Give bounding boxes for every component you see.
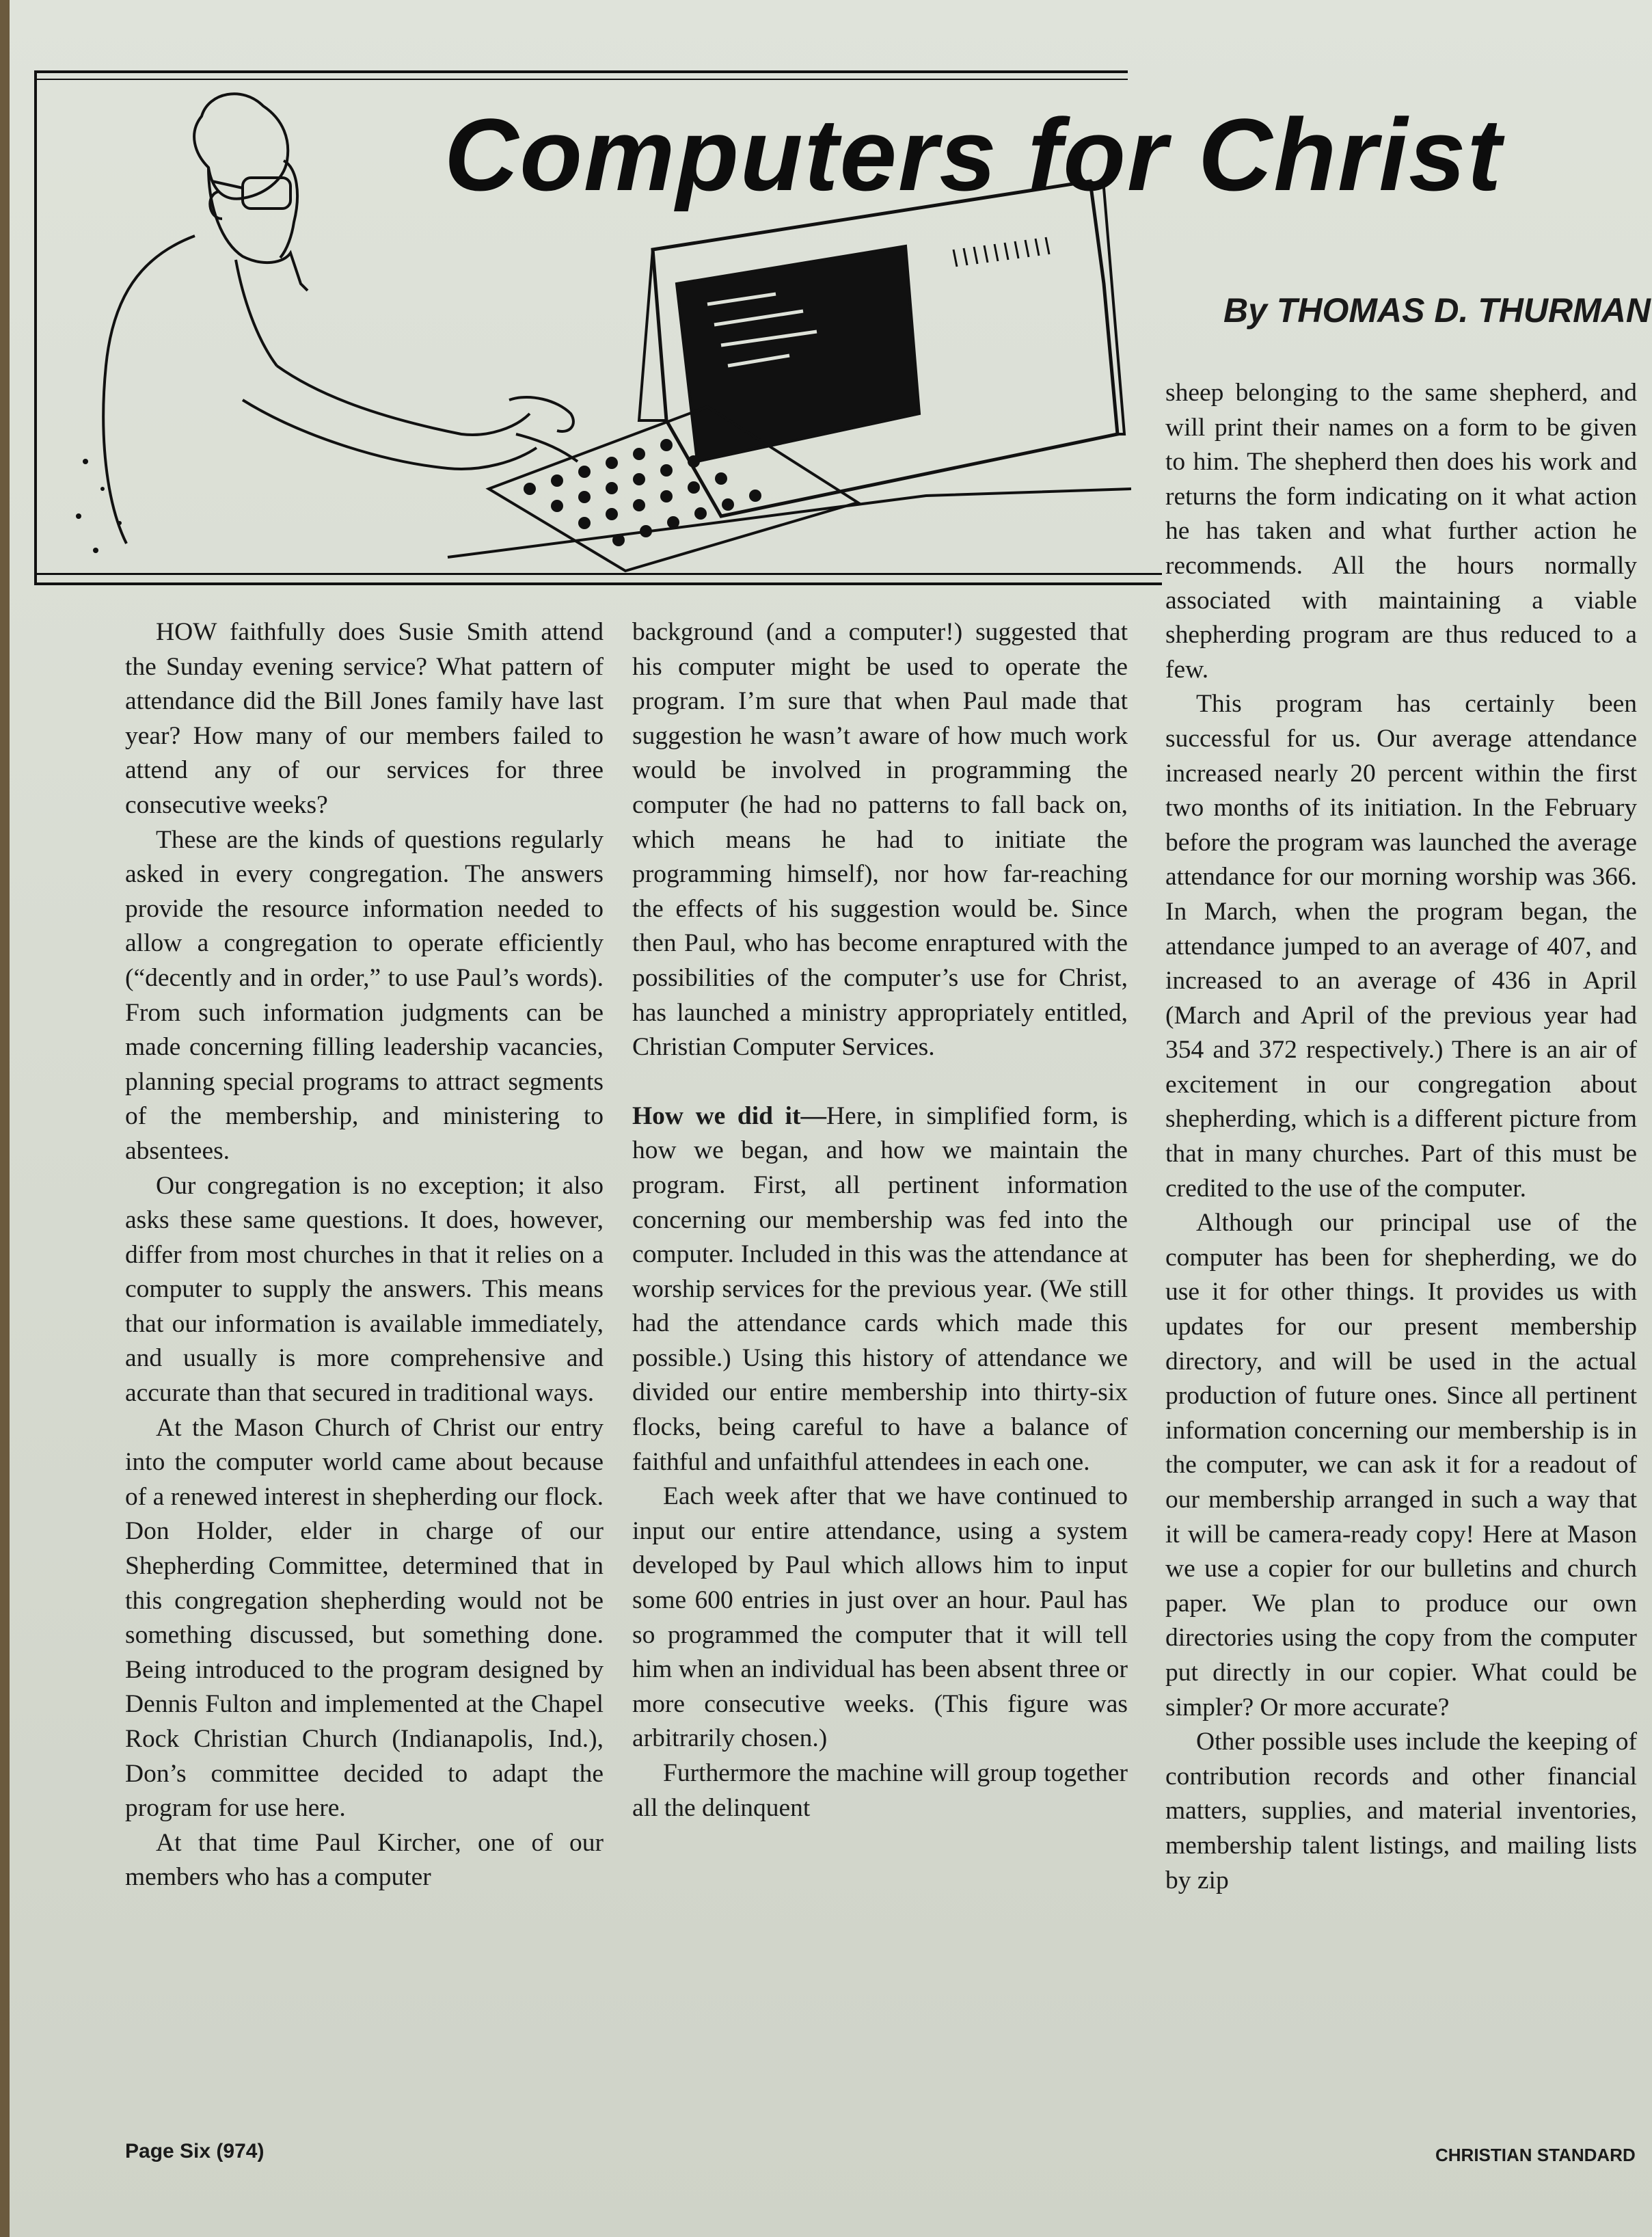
paragraph: background (and a computer!) suggested that his computer might be used to operate the program. I’m sure that when Paul made that suggestion he wasn’t aware of how much work would be involved in programming the computer (he had no patterns to fall back on, which means he had to initiate the programming himself), nor how far-reaching the effects of his suggestion would be. Since then Paul, who has become enraptured with the possibilities of the computer’s use for Christ, has launched a ministry appropriately entitled, Christian Computer Services.: [632, 618, 1128, 1062]
text-column-3: [1165, 376, 1637, 1898]
screen-icon: [677, 246, 919, 461]
paragraph: Furthermore the machine will group together all the delinquent: [632, 1759, 1128, 1822]
runin-text: Here, in simplified form, is how we began, and how we maintain the program. First, all pertinent information concerning our membership was fed into the computer. Included in this was the attendance at worship services for the previous year. (We still had the attendance cards which made this possible.) Using this history of attendance we divided our entire membership into thirty-six flocks, being careful to have a balance of faithful and unfaithful attendees in each one.: [632, 1101, 1128, 1476]
paragraph: HOW faithfully does Susie Smith attend the Sunday evening service? What pattern of attendance did the Bill Jones family have last year? How many of our members failed to attend any of our services for three consecutive weeks?: [125, 618, 604, 819]
page-binding-edge: [0, 0, 10, 2237]
paragraph: sheep belonging to the same shepherd, and will print their names on a form to be given to him. The shepherd then does his work and returns the form indicating on it what action he has taken and what further action he recommends. All the hours normally associated with maintaining a viable shepherding program are thus reduced to a few.: [1165, 379, 1637, 684]
glasses-icon: [243, 178, 290, 209]
paragraph: This program has certainly been successful for us. Our average attendance increased nearly 20 percent within the first two months of its initiation. In the February before the program was launched the average attendance for our morning worship was 366. In March, when the program began, the attendance jumped to an average of 407, and increased to an average of 436 in April (March and April of the previous year had 354 and 372 respectively.) There is an air of excitement in our congregation about shepherding, which is a different picture from that in many churches. Part of this must be credited to the use of the computer.: [1165, 690, 1637, 1203]
paragraph: These are the kinds of questions regularly asked in every congregation. The answers provide the resource information needed to allow a congregation to operate efficiently (“decently and in order,” to use Paul’s words). From such information judgments can be made concerning filling leadership vacancies, planning special programs to attract segments of the membership, and ministering to absentees.: [125, 825, 604, 1165]
runin-heading: How we did it—: [632, 1101, 826, 1130]
article-title: Computers for Christ: [444, 97, 1503, 212]
paragraph: At that time Paul Kircher, one of our members who has a computer: [125, 1828, 604, 1892]
paragraph: Our congregation is no exception; it also asks these same questions. It does, however, differ from most churches in that it relies on a computer to supply the answers. This means that our information is available immediately, and usually is more comprehensive and accurate than that secured in traditional ways.: [125, 1171, 604, 1408]
article-byline: By THOMAS D. THURMAN: [1223, 291, 1651, 330]
paragraph: At the Mason Church of Christ our entry into the computer world came about because of a renewed interest in shepherding our flock. Don Holder, elder in charge of our Shepherding Committee, determined that in this congregation shepherding would not be something discussed, but something done. Being introduced to the program designed by Dennis Fulton and implemented at the Chapel Rock Christian Church (Indianapolis, Ind.), Don’s committee decided to adapt the program for use here.: [125, 1413, 604, 1823]
text-column-2: [632, 615, 1128, 1825]
header-left-rule: [34, 70, 37, 585]
paragraph-runin: [632, 1099, 1128, 1480]
header-top-rule: [34, 70, 1128, 73]
publication-name: CHRISTIAN STANDARD: [1435, 2145, 1636, 2165]
page-number: Page Six (974): [125, 2140, 265, 2162]
paragraph: Although our principal use of the computer has been for shepherding, we do use it for other things. It provides us with updates for our present membership directory, and will be used in the actual production of future ones. Since all pertinent information concerning our membership is in the computer, we can ask it for a readout of our membership arranged in such a way that it will be camera-ready copy! Here at Mason we use a copier for our bulletins and church paper. We plan to produce our own directories using the copy from the computer put directly in our copier. What could be simpler? Or more accurate?: [1165, 1209, 1637, 1722]
paragraph: Each week after that we have continued to input our entire attendance, using a system developed by Paul which allows him to input some 600 entries in just over an hour. Paul has so programmed the computer that it will tell him when an individual has been absent three or more consecutive weeks. (This figure was arbitrarily chosen.): [632, 1482, 1128, 1753]
paragraph: Other possible uses include the keeping of contribution records and other financial matters, supplies, and material inventories, membership talent listings, and mailing lists by zip: [1165, 1728, 1637, 1894]
text-column-1: [125, 615, 604, 1895]
